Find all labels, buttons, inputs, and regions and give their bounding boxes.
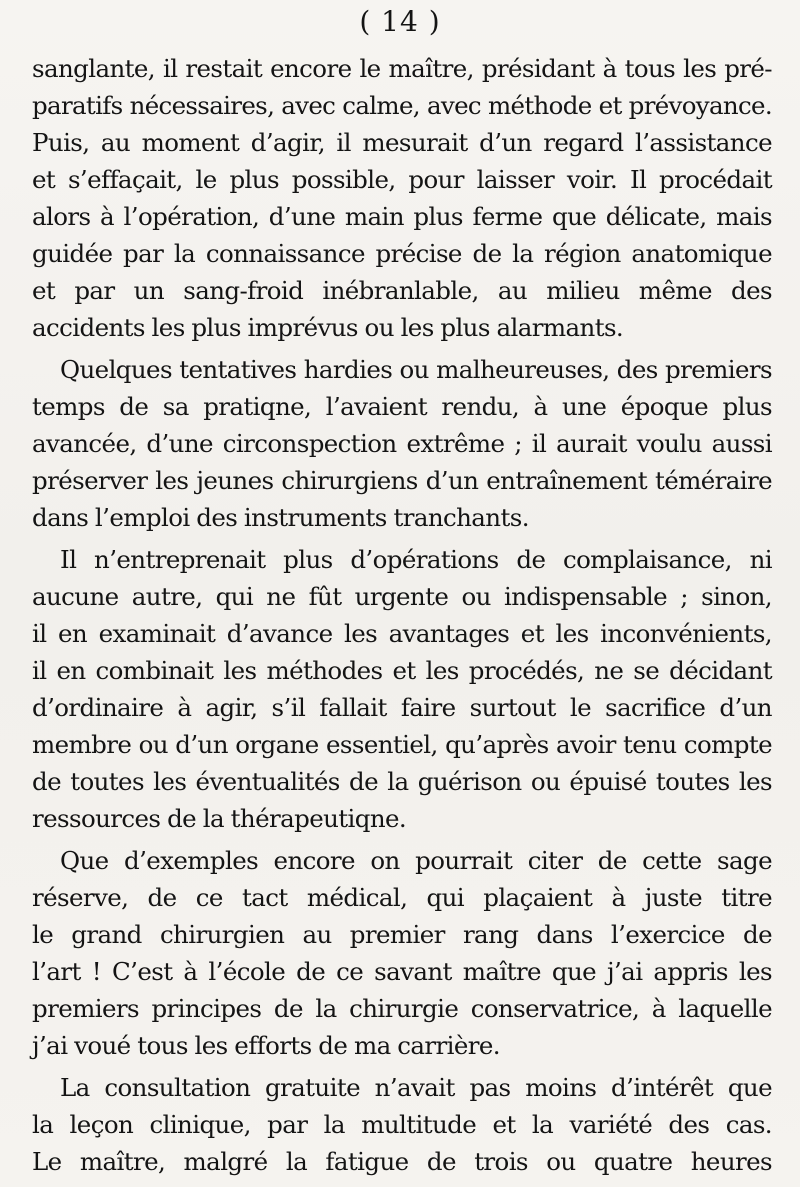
text-line: il en combinait les méthodes et les procédés, ne se décidant [32, 656, 772, 685]
text-line: La consultation gratuite n’avait pas moins d’intérêt que [60, 1073, 772, 1102]
text-line: temps de sa pratiqne, l’avaient rendu, à une époque plus [32, 392, 772, 421]
text-line: alors à l’opération, d’une main plus ferme que délicate, mais [32, 202, 772, 231]
page-number: ( 14 ) [359, 5, 441, 38]
text-line: avancée, d’une circonspection extrême ; il aurait voulu aussi [32, 429, 772, 458]
text-line: Puis, au moment d’agir, il mesurait d’un regard l’assistance [32, 128, 772, 157]
text-line: aucune autre, qui ne fût urgente ou indispensable ; sinon, [32, 582, 772, 611]
paragraph-1 [32, 50, 772, 346]
text-line: guidée par la connaissance précise de la région anatomique [32, 239, 772, 268]
text-line: paratifs nécessaires, avec calme, avec méthode et prévoyance. [32, 91, 772, 120]
text-line: Quelques tentatives hardies ou malheureuses, des premiers [60, 355, 772, 384]
text-line: et par un sang-froid inébranlable, au milieu même des [32, 276, 772, 305]
text-line: Le maître, malgré la fatigue de trois ou quatre heures [32, 1147, 772, 1176]
text-line: le grand chirurgien au premier rang dans l’exercice de [32, 920, 772, 949]
text-line: sanglante, il restait encore le maître, présidant à tous les pré- [32, 54, 772, 83]
text-line: Que d’exemples encore on pourrait citer de cette sage [60, 846, 772, 875]
text-line: l’art ! C’est à l’école de ce savant maître que j’ai appris les [32, 957, 772, 986]
text-line: préserver les jeunes chirurgiens d’un entraînement téméraire [32, 466, 772, 495]
page-body [32, 50, 772, 1180]
text-line: j’ai voué tous les efforts de ma carrière. [32, 1031, 500, 1060]
text-line: et s’effaçait, le plus possible, pour laisser voir. Il procédait [32, 165, 772, 194]
text-line: membre ou d’un organe essentiel, qu’après avoir tenu compte [32, 730, 772, 759]
text-line: accidents les plus imprévus ou les plus alarmants. [32, 313, 624, 342]
text-line: dans l’emploi des instruments tranchants. [32, 503, 529, 532]
text-line: d’ordinaire à agir, s’il fallait faire surtout le sacrifice d’un [32, 693, 772, 722]
text-line: réserve, de ce tact médical, qui plaçaient à juste titre [32, 883, 772, 912]
paragraph-5 [32, 1069, 772, 1180]
paragraph-3 [32, 541, 772, 837]
text-line: premiers principes de la chirurgie conservatrice, à laquelle [32, 994, 772, 1023]
text-line: Il n’entreprenait plus d’opérations de complaisance, ni [60, 545, 772, 574]
paragraph-4 [32, 842, 772, 1064]
paragraph-2 [32, 351, 772, 536]
text-line: de toutes les éventualités de la guérison ou épuisé toutes les [32, 767, 772, 796]
text-line: ressources de la thérapeutiqne. [32, 804, 407, 833]
text-line: il en examinait d’avance les avantages et les inconvénients, [32, 619, 772, 648]
text-line: la leçon clinique, par la multitude et la variété des cas. [32, 1110, 772, 1139]
